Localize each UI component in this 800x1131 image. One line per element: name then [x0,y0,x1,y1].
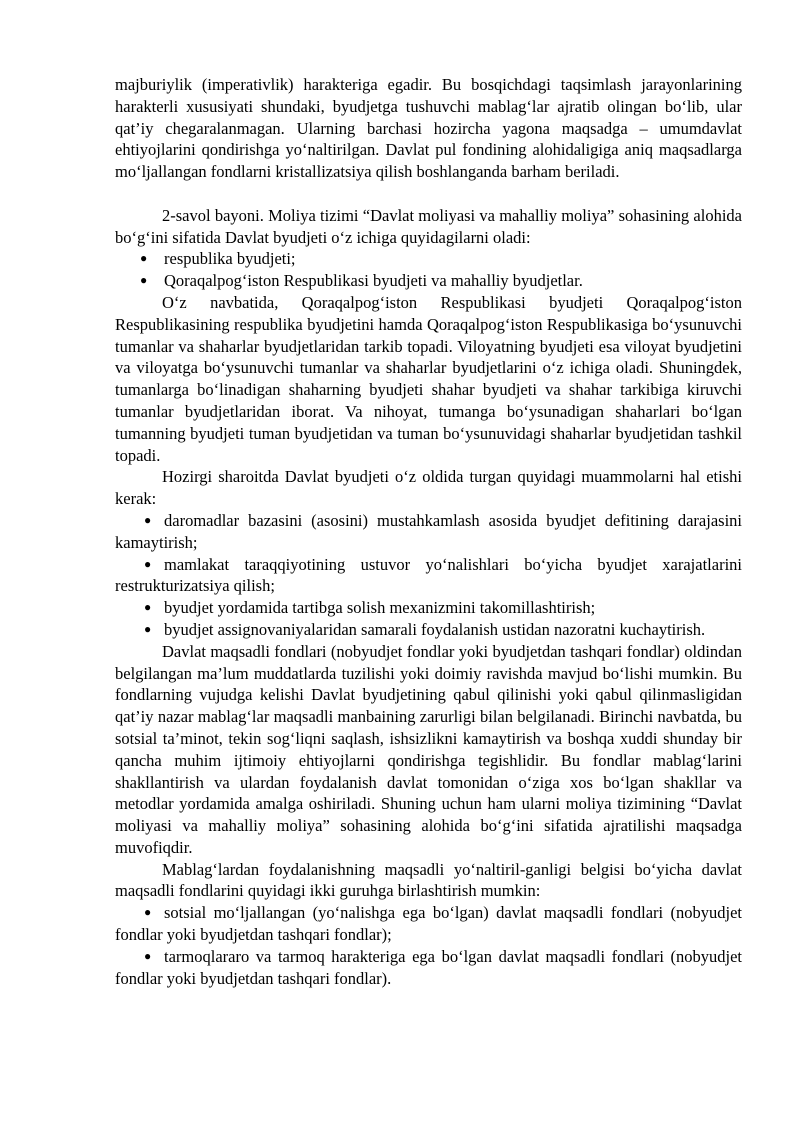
paragraph-gap [115,183,742,205]
paragraph-question-2: 2-savol bayoni. Moliya tizimi “Davlat moliyasi va mahalliy moliya” sohasining alohida bo‘g‘ini sifatida Davlat byudjeti o‘z ichiga quyidagilarni oladi: [115,205,742,247]
bullet-icon: ● [144,948,152,963]
list-item-text: byudjet yordamida tartibga solish mexanizmini takomillashtirish; [164,598,596,618]
document-page [115,74,742,989]
list-item [115,902,742,946]
bullet-icon: ● [144,621,152,636]
list-item [115,510,742,554]
bullet-icon: ● [140,273,148,288]
list-item-text: tarmoqlararo va tarmoq harakteriga ega bo‘lgan davlat maqsadli fondlari (nobyudjet fondlar yoki byudjetdan tashqari fondlar). [115,946,742,988]
bullet-icon: ● [144,905,152,920]
list-item [115,270,742,292]
list-item-text: respublika byudjeti; [164,249,296,269]
bullet-icon: ● [144,600,152,615]
paragraph-budget-structure: O‘z navbatida, Qoraqalpog‘iston Respublikasi byudjeti Qoraqalpog‘iston Respublikasining respublika byudjetini hamda Qoraqalpog‘iston Respublikasiga bo‘ysunuvchi tumanlar va shaharlar byudjetlaridan tarkib topadi. Viloyatning byudjeti esa viloyat byudjetini va viloyatga bo‘ysunuvchi tumanlar va shaharlar byudjetlarini o‘z ichiga oladi. Shuningdek, tumanlarga bo‘linadigan shaharning byudjeti shahar byudjeti va shahar tarkibiga kiruvchi tumanlar byudjetlaridan iborat. Va nihoyat, tumanga bo‘ysunadigan shaharlari bo‘lgan tumanning byudjeti tuman byudjetidan va tuman bo‘ysunuvidagi shaharlar byudjetidan tashkil topadi. [115,292,742,465]
bullet-icon: ● [144,512,152,527]
list-item-text: byudjet assignovaniyalaridan samarali foydalanish ustidan nazoratni kuchaytirish. [164,619,706,639]
list-item [115,946,742,990]
list-item [115,619,742,641]
bullet-icon: ● [140,251,148,266]
list-item-text: Qoraqalpog‘iston Respublikasi byudjeti va mahalliy byudjetlar. [164,271,583,291]
list-item-text: mamlakat taraqqiyotining ustuvor yo‘nalishlari bo‘yicha byudjet xarajatlarini restrukturizatsiya qilish; [115,554,742,596]
list-item [115,597,742,619]
paragraph-target-funds: Davlat maqsadli fondlari (nobyudjet fondlar yoki byudjetdan tashqari fondlar) oldindan belgilangan ma’lum muddatlarda tuzilishi yoki doimiy ravishda mavjud bo‘lishi mumkin. Bu fondlarning vujudga kelishi Davlat byudjetining qabul qilinishi yoki qabul qilinmasligidan qat’iy nazar mablag‘lar maqsadli manbaining zarurligi bilan belgilanadi. Birinchi navbatda, bu sotsial ta’minot, tekin sog‘liqni saqlash, ishsizlikni kamaytirish va boshqa xuddi shunday bir qancha muhim ijtimoiy ehtiyojlarni qondirishga tegishlidir. Bu fondlar mablag‘larini shakllantirish va ulardan foydalanish davlat tomonidan o‘ziga xos bo‘lgan shakllar va metodlar yordamida amalga oshiriladi. Shuning uchun ham ularni moliya tizimining “Davlat moliyasi va mahalliy moliya” sohasining alohida bo‘g‘ini sifatida ajratilishi maqsadga muvofiqdir. [115,641,742,857]
paragraph-continuation: majburiylik (imperativlik) harakteriga egadir. Bu bosqichdagi taqsimlash jarayonlarining harakterli xususiyati shundaki, byudjetga tushuvchi mablag‘lar ajratib olingan bo‘lib, ular qat’iy chegaralanmagan. Ularning barchasi hozircha yagona maqsadga – umumdavlat ehtiyojlarini qondirishga yo‘naltirilgan. Davlat pul fondining alohidaligiga aniq maqsadlarga mo‘ljallangan fondlarni kristallizatsiya qilish boshlanganda barham beriladi. [115,75,742,182]
paragraph-budget-problems: Hozirgi sharoitda Davlat byudjeti o‘z oldida turgan quyidagi muammolarni hal etishi kerak: [115,467,742,509]
list-item-text: daromadlar bazasini (asosini) mustahkamlash asosida byudjet defitining darajasini kamaytirish; [115,510,742,552]
list-item-text: sotsial mo‘ljallangan (yo‘nalishga ega bo‘lgan) davlat maqsadli fondlari (nobyudjet fondlar yoki byudjetdan tashqari fondlar); [115,903,742,945]
paragraph-fund-groups: Mablag‘lardan foydalanishning maqsadli yo‘naltiril-ganligi belgisi bo‘yicha davlat maqsadli fondlarini quyidagi ikki guruhga birlashtirish mumkin: [115,859,742,901]
list-item [115,248,742,270]
bullet-icon: ● [144,556,152,571]
list-item [115,554,742,598]
